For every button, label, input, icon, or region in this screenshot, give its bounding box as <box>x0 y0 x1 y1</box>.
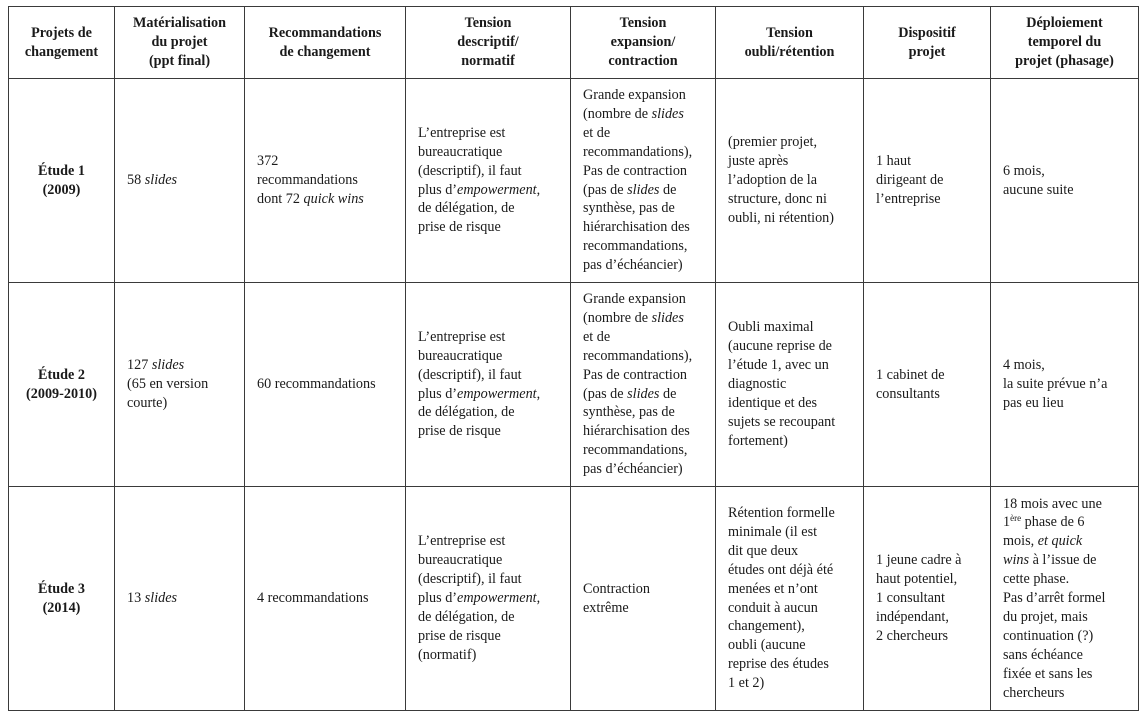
text-line: pas eu lieu <box>1003 394 1064 411</box>
text-line: projet (phasage) <box>1015 52 1114 69</box>
text-line: bureaucratique <box>418 143 503 160</box>
text-line <box>418 589 560 608</box>
italic-text: slides <box>151 357 185 374</box>
text-line <box>127 171 234 190</box>
text-line <box>583 385 705 404</box>
text-line: prise de risque <box>418 219 501 236</box>
text-line: l’étude 1, avec un <box>728 357 829 374</box>
table-cell <box>716 79 864 283</box>
header-cell <box>9 7 115 79</box>
text-line <box>1003 513 1128 532</box>
header-cell <box>991 7 1139 79</box>
text-line: Étude 1 <box>38 162 85 179</box>
text-line: oubli (aucune <box>728 637 806 654</box>
text-segment: dont 72 <box>257 190 304 207</box>
table-row <box>9 79 1139 283</box>
italic-text: slides <box>651 309 684 326</box>
table-cell <box>571 487 716 711</box>
text-line: (descriptif), il faut <box>418 162 522 179</box>
text-line: 60 recommandations <box>257 376 376 393</box>
text-segment: 13 <box>127 590 145 607</box>
text-line: Tension <box>619 15 667 32</box>
text-line: chercheurs <box>1003 684 1065 701</box>
text-segment: 58 <box>127 172 145 189</box>
text-line: contraction <box>608 52 678 69</box>
text-line: 18 mois avec une <box>1003 495 1102 512</box>
table-row <box>9 283 1139 487</box>
text-line: L’entreprise est <box>418 533 506 550</box>
text-line: pas d’échéancier) <box>583 257 683 274</box>
italic-text: slides <box>144 590 178 607</box>
text-line: sujets se recoupant <box>728 413 836 430</box>
text-line: (premier projet, <box>728 134 818 151</box>
text-line: et de <box>583 328 611 345</box>
text-line: de délégation, de <box>418 404 515 421</box>
text-line: bureaucratique <box>418 552 503 569</box>
text-segment: (pas de <box>583 385 628 402</box>
text-line: identique et des <box>728 394 818 411</box>
text-line: fixée et sans les <box>1003 665 1093 682</box>
text-line <box>583 181 705 200</box>
study-cell <box>9 487 115 711</box>
table-cell <box>245 487 406 711</box>
text-segment: (nombre de <box>583 309 652 326</box>
text-line: 2 chercheurs <box>876 627 949 644</box>
text-line: (ppt final) <box>148 52 211 69</box>
text-line: Pas de contraction <box>583 162 688 179</box>
text-line <box>583 105 705 124</box>
text-segment: à l’issue de <box>1029 552 1097 569</box>
table-cell <box>991 283 1139 487</box>
text-line: recommandations, <box>583 442 688 459</box>
text-line: Déploiement <box>1026 15 1103 32</box>
table-cell <box>991 79 1139 283</box>
table-row <box>9 487 1139 711</box>
text-line: Recommandations <box>268 24 382 41</box>
header-cell <box>245 7 406 79</box>
text-line: expansion/ <box>610 34 676 51</box>
comparison-table <box>8 6 1139 711</box>
text-line: changement), <box>728 618 805 635</box>
text-line: et de <box>583 124 611 141</box>
text-segment: de <box>659 385 677 402</box>
text-line: oubli/rétention <box>744 43 835 60</box>
text-line <box>418 385 560 404</box>
text-line: 4 mois, <box>1003 357 1045 374</box>
text-line <box>127 356 234 375</box>
text-line: L’entreprise est <box>418 124 506 141</box>
table-container <box>8 6 1139 711</box>
study-cell <box>9 283 115 487</box>
header-row <box>9 7 1139 79</box>
text-line: sans échéance <box>1003 646 1083 663</box>
table-cell <box>406 79 571 283</box>
text-line: recommandations), <box>583 143 693 160</box>
text-line: changement <box>24 43 99 60</box>
text-line: Contraction <box>583 580 650 597</box>
text-segment: 127 <box>127 357 152 374</box>
text-segment: mois, <box>1003 533 1038 550</box>
italic-text: et quick <box>1037 533 1083 550</box>
text-line: haut potentiel, <box>876 571 958 588</box>
text-line: recommandations), <box>583 347 693 364</box>
text-line: L’entreprise est <box>418 328 506 345</box>
text-line: 372 <box>257 153 279 170</box>
text-line: Rétention formelle <box>728 504 835 521</box>
text-line: (aucune reprise de <box>728 338 832 355</box>
text-line: aucune suite <box>1003 181 1074 198</box>
text-segment: , <box>536 181 541 198</box>
text-line: juste après <box>728 153 789 170</box>
table-cell <box>864 283 991 487</box>
header-cell <box>115 7 245 79</box>
text-line <box>257 190 395 209</box>
text-line: minimale (il est <box>728 523 818 540</box>
text-line: 1 consultant <box>876 590 945 607</box>
italic-text: slides <box>651 105 684 122</box>
italic-text: empowerment <box>457 590 537 607</box>
table-cell <box>864 79 991 283</box>
text-line <box>583 309 705 328</box>
table-cell <box>716 283 864 487</box>
table-cell <box>115 283 245 487</box>
text-segment: (nombre de <box>583 105 652 122</box>
table-cell <box>571 283 716 487</box>
text-line: temporel du <box>1027 34 1102 51</box>
text-line: normatif <box>461 52 515 69</box>
text-line: l’adoption de la <box>728 172 818 189</box>
text-line: prise de risque <box>418 423 501 440</box>
text-line: extrême <box>583 599 629 616</box>
header-cell <box>864 7 991 79</box>
text-line: Projets de <box>31 24 92 41</box>
text-line: courte) <box>127 394 168 411</box>
text-segment: phase de 6 <box>1021 514 1085 531</box>
text-line: cette phase. <box>1003 571 1070 588</box>
text-line: (2014) <box>42 599 81 616</box>
text-line: (descriptif), il faut <box>418 571 522 588</box>
text-line: de délégation, de <box>418 200 515 217</box>
text-line: projet <box>908 43 946 60</box>
text-line: de délégation, de <box>418 608 515 625</box>
table-cell <box>245 283 406 487</box>
text-line: 1 cabinet de <box>876 366 945 383</box>
table-cell <box>991 487 1139 711</box>
text-line: Grande expansion <box>583 86 686 103</box>
text-line: synthèse, pas de <box>583 404 675 421</box>
text-line: Grande expansion <box>583 290 686 307</box>
table-cell <box>406 283 571 487</box>
italic-text: empowerment <box>457 385 537 402</box>
text-line: dit que deux <box>728 542 799 559</box>
italic-text: slides <box>627 181 660 198</box>
text-line: Dispositif <box>898 24 956 41</box>
text-line: continuation (?) <box>1003 627 1094 644</box>
text-line: 6 mois, <box>1003 162 1045 179</box>
study-cell <box>9 79 115 283</box>
text-line: indépendant, <box>876 608 949 625</box>
text-segment: plus d’ <box>418 590 458 607</box>
table-cell <box>245 79 406 283</box>
text-segment: , <box>536 385 541 402</box>
text-line: Pas d’arrêt formel <box>1003 590 1106 607</box>
text-line: Matérialisation <box>133 15 226 32</box>
text-line: hiérarchisation des <box>583 219 690 236</box>
text-line: menées et n’ont <box>728 580 818 597</box>
text-line: 1 et 2) <box>728 675 765 692</box>
text-segment: de <box>659 181 677 198</box>
table-cell <box>115 79 245 283</box>
text-line: Étude 3 <box>38 580 85 597</box>
text-line: fortement) <box>728 432 788 449</box>
text-line: dirigeant de <box>876 172 944 189</box>
table-cell <box>716 487 864 711</box>
text-line: du projet <box>151 34 208 51</box>
text-line: 4 recommandations <box>257 590 369 607</box>
table-cell <box>864 487 991 711</box>
text-segment: 1 <box>1003 514 1011 531</box>
text-line: de changement <box>279 43 371 60</box>
text-segment: plus d’ <box>418 181 458 198</box>
header-cell <box>406 7 571 79</box>
table-cell <box>115 487 245 711</box>
text-line: structure, donc ni <box>728 190 827 207</box>
italic-text: quick wins <box>303 190 364 207</box>
text-line: Oubli maximal <box>728 319 814 336</box>
text-line: l’entreprise <box>876 190 941 207</box>
text-line: prise de risque <box>418 627 501 644</box>
text-line <box>127 589 234 608</box>
text-line: consultants <box>876 385 940 402</box>
text-line: (2009) <box>42 181 81 198</box>
text-line: Tension <box>766 24 813 41</box>
text-line <box>1003 551 1128 570</box>
text-line: (2009-2010) <box>26 385 97 402</box>
text-line: bureaucratique <box>418 347 503 364</box>
text-line: (descriptif), il faut <box>418 366 522 383</box>
text-line: oubli, ni rétention) <box>728 209 834 226</box>
text-line: hiérarchisation des <box>583 423 690 440</box>
text-line: recommandations <box>257 172 358 189</box>
superscript-text: ère <box>1010 513 1022 524</box>
text-line: pas d’échéancier) <box>583 461 683 478</box>
text-line: conduit à aucun <box>728 599 818 616</box>
text-line: reprise des études <box>728 656 829 673</box>
text-line: études ont déjà été <box>728 561 834 578</box>
table-cell <box>571 79 716 283</box>
text-line: du projet, mais <box>1003 608 1088 625</box>
text-line: 1 jeune cadre à <box>876 552 962 569</box>
italic-text: empowerment <box>457 181 537 198</box>
header-cell <box>716 7 864 79</box>
text-segment: (pas de <box>583 181 628 198</box>
text-segment: , <box>536 590 541 607</box>
text-line <box>418 181 560 200</box>
text-line: recommandations, <box>583 238 688 255</box>
table-cell <box>406 487 571 711</box>
italic-text: slides <box>144 172 178 189</box>
text-line: descriptif/ <box>457 34 519 51</box>
text-line: Pas de contraction <box>583 366 688 383</box>
text-line: la suite prévue n’a <box>1003 376 1108 393</box>
italic-text: wins <box>1003 552 1030 569</box>
text-line: Tension <box>464 15 512 32</box>
header-cell <box>571 7 716 79</box>
text-line <box>1003 532 1128 551</box>
text-line: (normatif) <box>418 646 477 663</box>
text-line: (65 en version <box>127 376 209 393</box>
text-line: Étude 2 <box>38 366 85 383</box>
text-line: 1 haut <box>876 153 912 170</box>
text-line: synthèse, pas de <box>583 200 675 217</box>
text-line: diagnostic <box>728 376 787 393</box>
italic-text: slides <box>627 385 660 402</box>
text-segment: plus d’ <box>418 385 458 402</box>
